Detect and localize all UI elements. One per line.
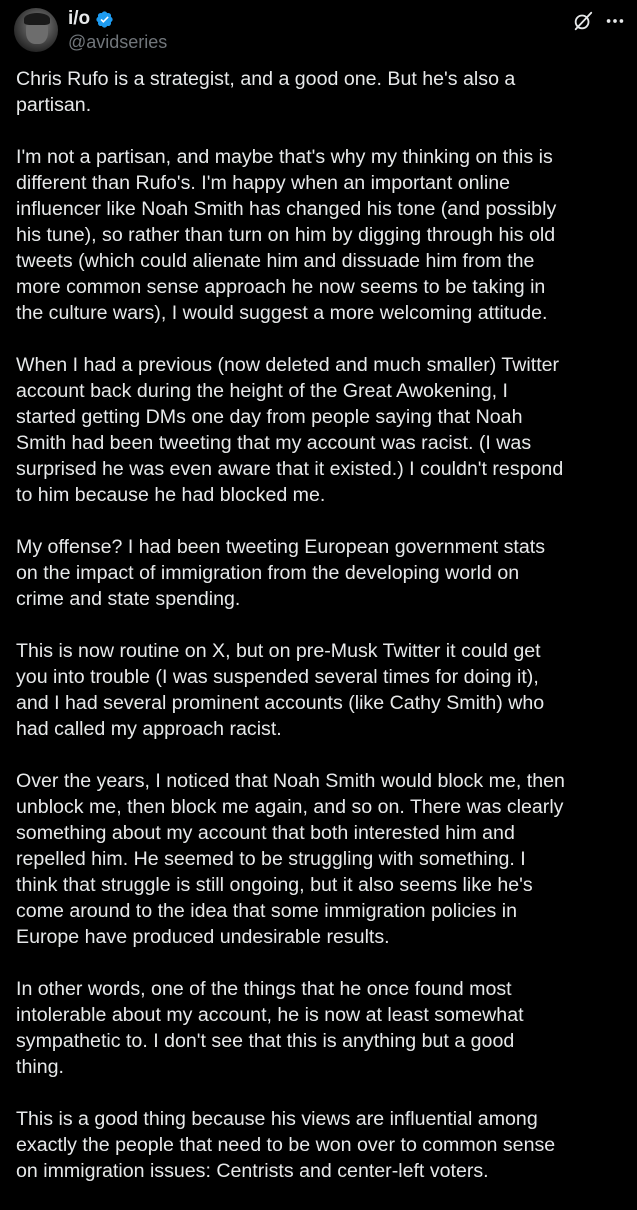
author-handle[interactable]: @avidseries (68, 32, 168, 52)
author-display-name[interactable]: i/o (68, 8, 91, 29)
verified-badge-icon (95, 10, 114, 29)
post-text (16, 66, 626, 1210)
post-paragraph: I'm not a partisan, and maybe that's why my thinking on this is different than Rufo's. I'm happy when an important online influencer like Noah Smith has changed his tone (and possibly his tune), so rather than turn on him by digging through his old tweets (which could alienate him and dissuade him from the more common sense approach he now seems to be taking in the culture wars), I would suggest a more welcoming attitude. (16, 146, 557, 324)
avatar[interactable] (14, 8, 58, 52)
more-dots-icon[interactable] (604, 11, 626, 31)
post-paragraph: When I had a previous (now deleted and much smaller) Twitter account back during the height of the Great Awokening, I started getting DMs one day from people saying that Noah Smith had been tweeting that my account was racist. (I was surprised he was even aware that it existed.) I couldn't respond to him because he had blocked me. (16, 354, 564, 506)
post-paragraph: Over the years, I noticed that Noah Smith would block me, then unblock me, then block me again, and so on. There was clearly something about my account that both interested him and repelled him. He seemed to be struggling with something. I think that struggle is still ongoing, but it also seems like he's come around to the idea that some immigration policies in Europe have produced undesirable results. (16, 770, 565, 948)
post-paragraph: Chris Rufo is a strategist, and a good one. But he's also a partisan. (16, 68, 516, 116)
grok-icon[interactable] (572, 10, 594, 32)
post-paragraph: In other words, one of the things that he once found most intolerable about my account, he is now at least somewhat sympathetic to. I don't see that this is anything but a good thing. (16, 978, 524, 1078)
post-header (0, 0, 637, 70)
post-paragraph: This is now routine on X, but on pre-Musk Twitter it could get you into trouble (I was suspended several times for doing it), and I had several prominent accounts (like Cathy Smith) who had called my approach racist. (16, 640, 545, 740)
post-paragraph: My offense? I had been tweeting European government stats on the impact of immigration from the developing world on crime and state spending. (16, 536, 546, 610)
author-name-row (68, 8, 114, 30)
post-paragraph: This is a good thing because his views are influential among exactly the people that need to be won over to common sense on immigration issues: Centrists and center-left voters. (16, 1108, 556, 1182)
avatar-hair (24, 13, 50, 25)
